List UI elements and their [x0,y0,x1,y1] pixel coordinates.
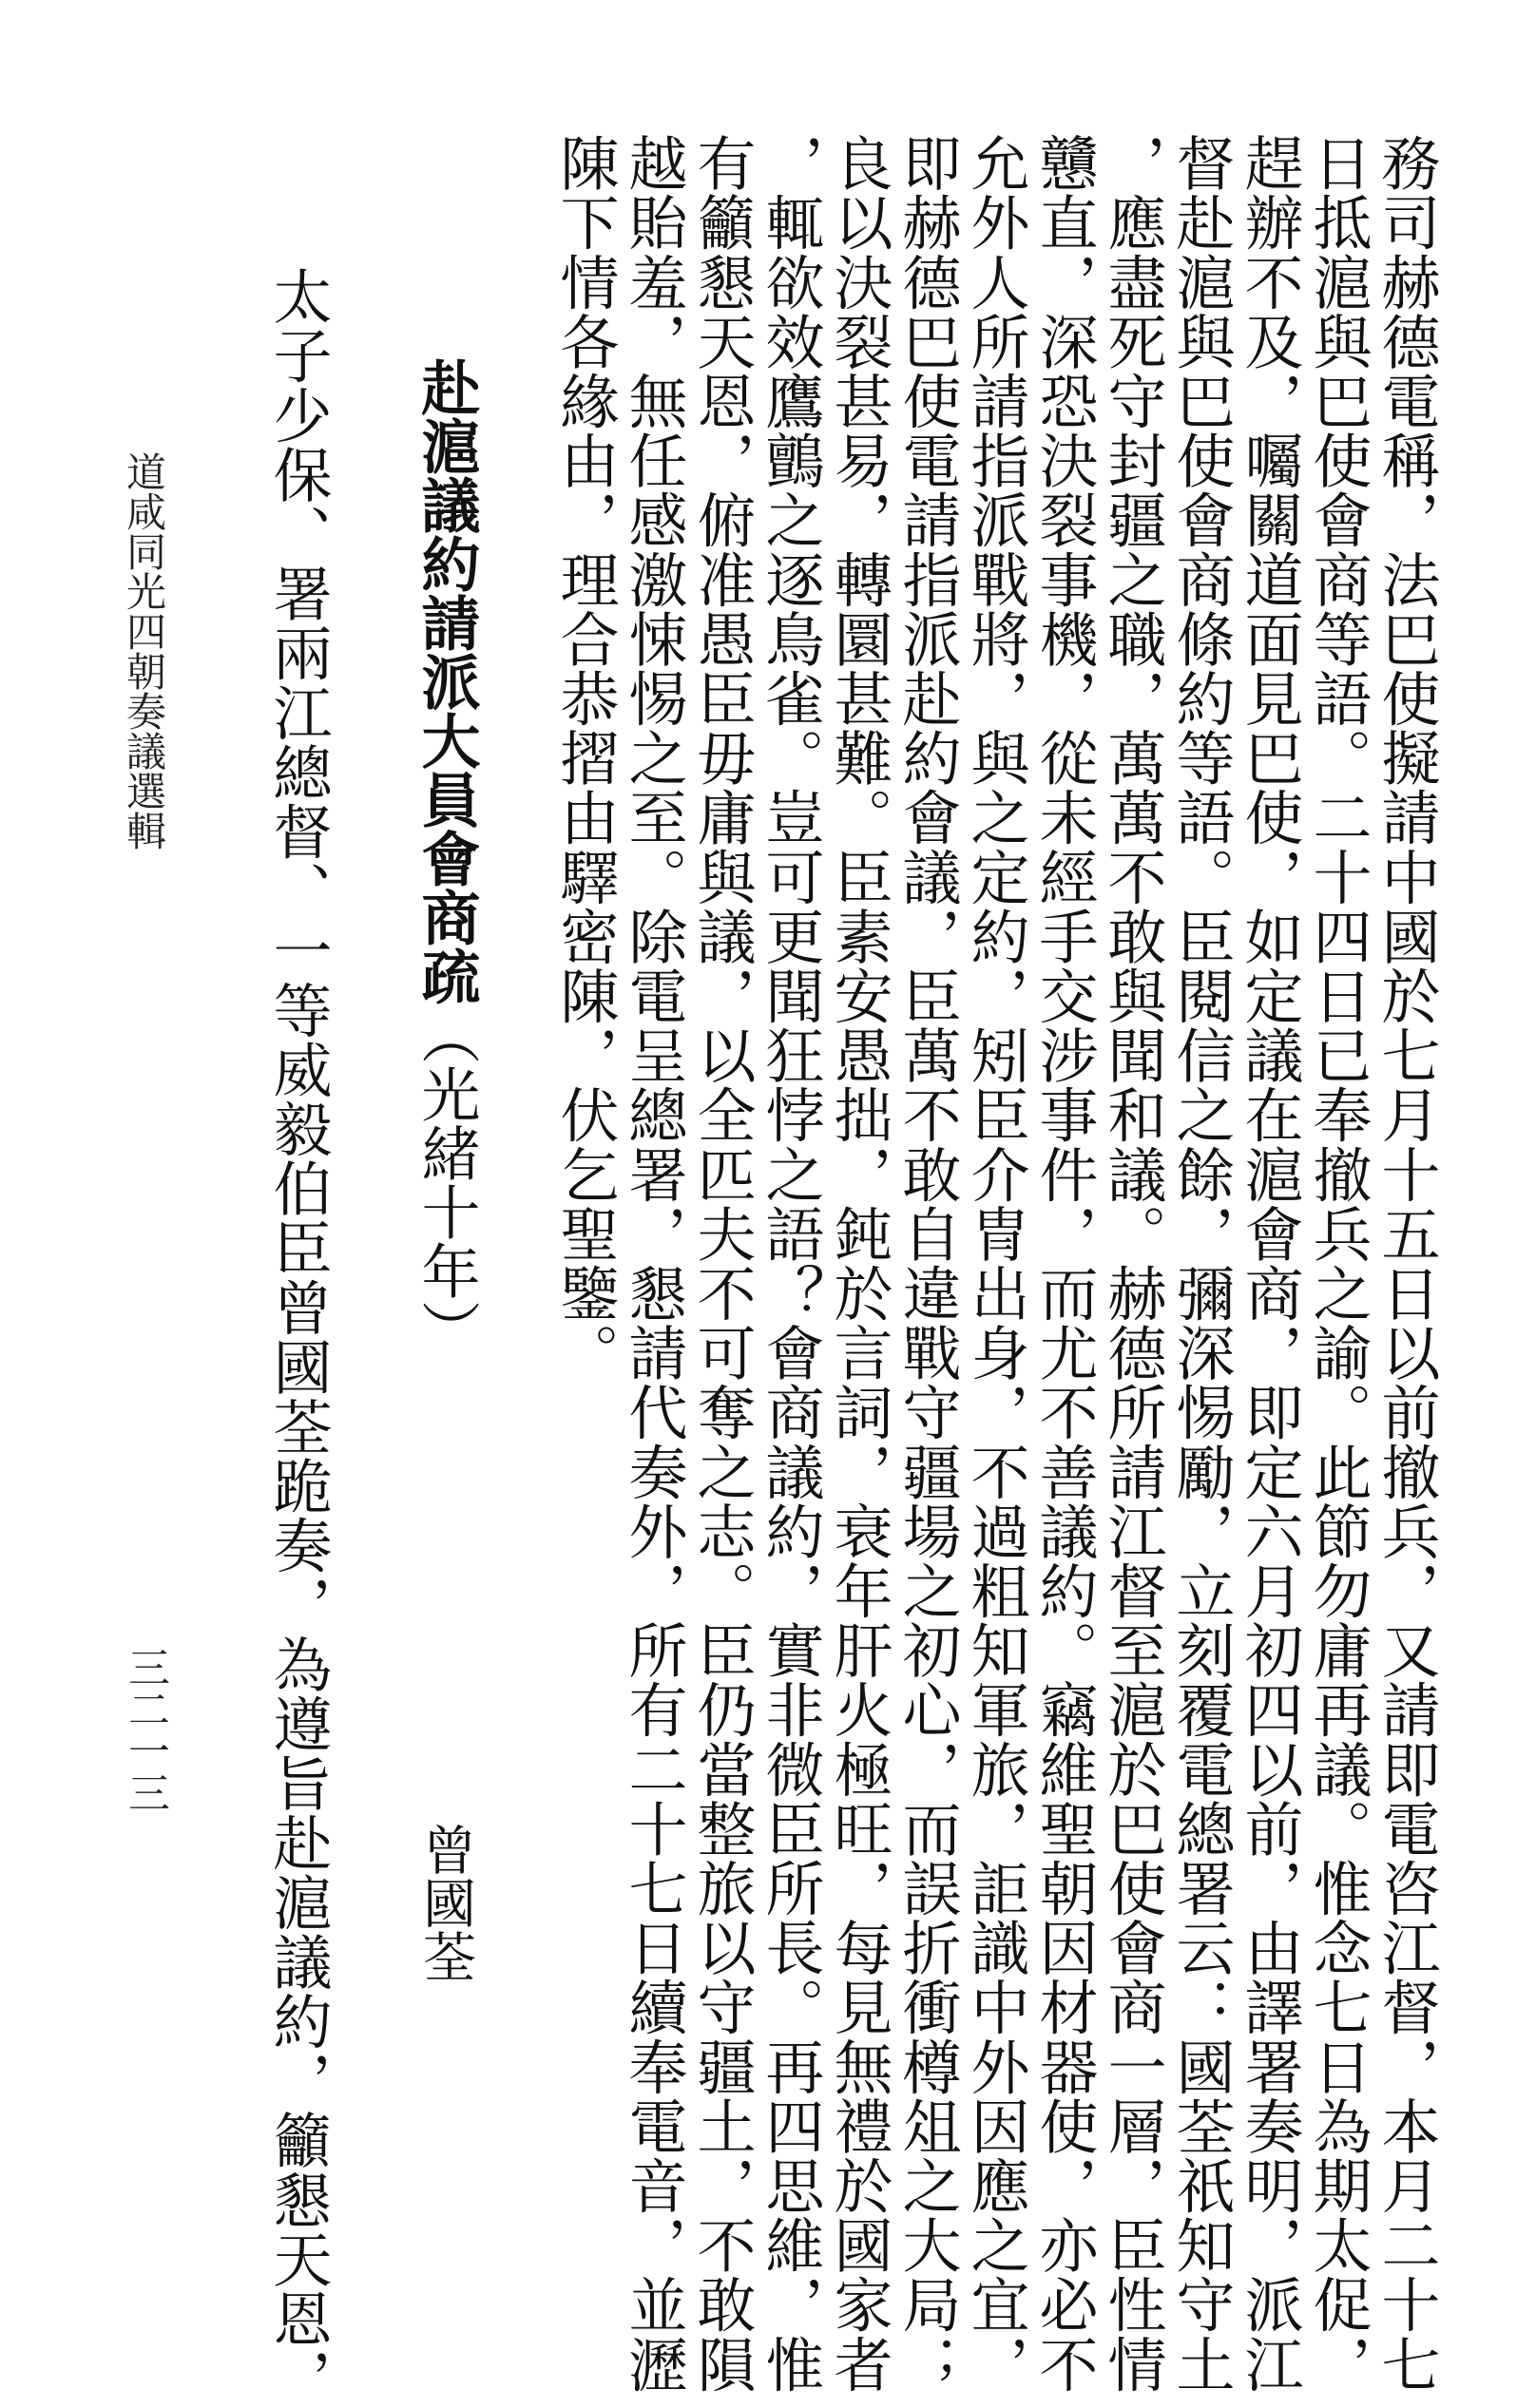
body-column-6: 戇直，深恐決裂事機，從未經手交涉事件，而尤不善議約。竊維聖朝因材器使，亦必不 [1029,133,1099,2394]
section-title-column [412,357,481,1359]
body-column-13: 陳下情各緣由，理合恭摺由驛密陳，伏乞聖鑒。 [550,133,620,1383]
body-column-11: 有籲懇天恩，俯准愚臣毋庸與議，以全匹夫不可奪之志。臣仍當整旅以守疆土，不敢隕 [687,133,757,2394]
body-column-2: 日抵滬與巴使會商等語。二十四日已奉撤兵之諭。此節勿庸再議。惟念七日為期太促， [1303,133,1373,2394]
body-column-3: 趕辦不及，囑關道面見巴使，如定議在滬會商，即定六月初四以前，由譯署奏明，派江 [1235,133,1304,2394]
book-title: 道咸同光四朝奏議選輯 [121,451,167,850]
section-author: 曾國荃 [414,1823,476,1982]
body-column-8: 即赫德巴使電請指派赴約會議，臣萬不敢自違戰守疆場之初心，而誤折衝樽俎之大局； [893,133,962,2394]
body-column-12: 越貽羞，無任感激悚惕之至。除電呈總署，懇請代奏外，所有二十七日續奉電音，並瀝 [619,133,688,2394]
page-number: 三二一三 [121,1646,169,1813]
body-column-7: 允外人所請指派戰將，與之定約，矧臣介冑出身，不過粗知軍旅，詎識中外因應之宜， [961,133,1030,2394]
body-column-5: ，應盡死守封疆之職，萬萬不敢與聞和議。赫德所請江督至滬於巴使會商一層，臣性情 [1098,133,1167,2394]
section-title: 赴滬議約請派大員會商疏 [412,357,481,1005]
body-column-4: 督赴滬與巴使會商條約等語。臣閱信之餘，彌深惕勵，立刻覆電總署云：國荃祇知守土 [1166,133,1236,2394]
body-column-10: ，輒欲效鷹鸇之逐鳥雀。豈可更聞狂悖之語？會商議約，實非微臣所長。再四思維，惟 [756,133,825,2394]
section-date-note: （光緒十年） [412,1005,481,1359]
body-column-9: 良以決裂甚易，轉圜甚難。臣素安愚拙，鈍於言詞，衰年肝火極旺，每見無禮於國家者 [824,133,893,2394]
opening-column-1: 太子少保、署兩江總督、一等威毅伯臣曾國荃跪奏，為遵旨赴滬議約，籲懇天恩， [263,266,333,2408]
body-column-1: 務司赫德電稱，法巴使擬請中國於七月十五日以前撤兵，又請即電咨江督，本月二十七 [1372,133,1441,2394]
